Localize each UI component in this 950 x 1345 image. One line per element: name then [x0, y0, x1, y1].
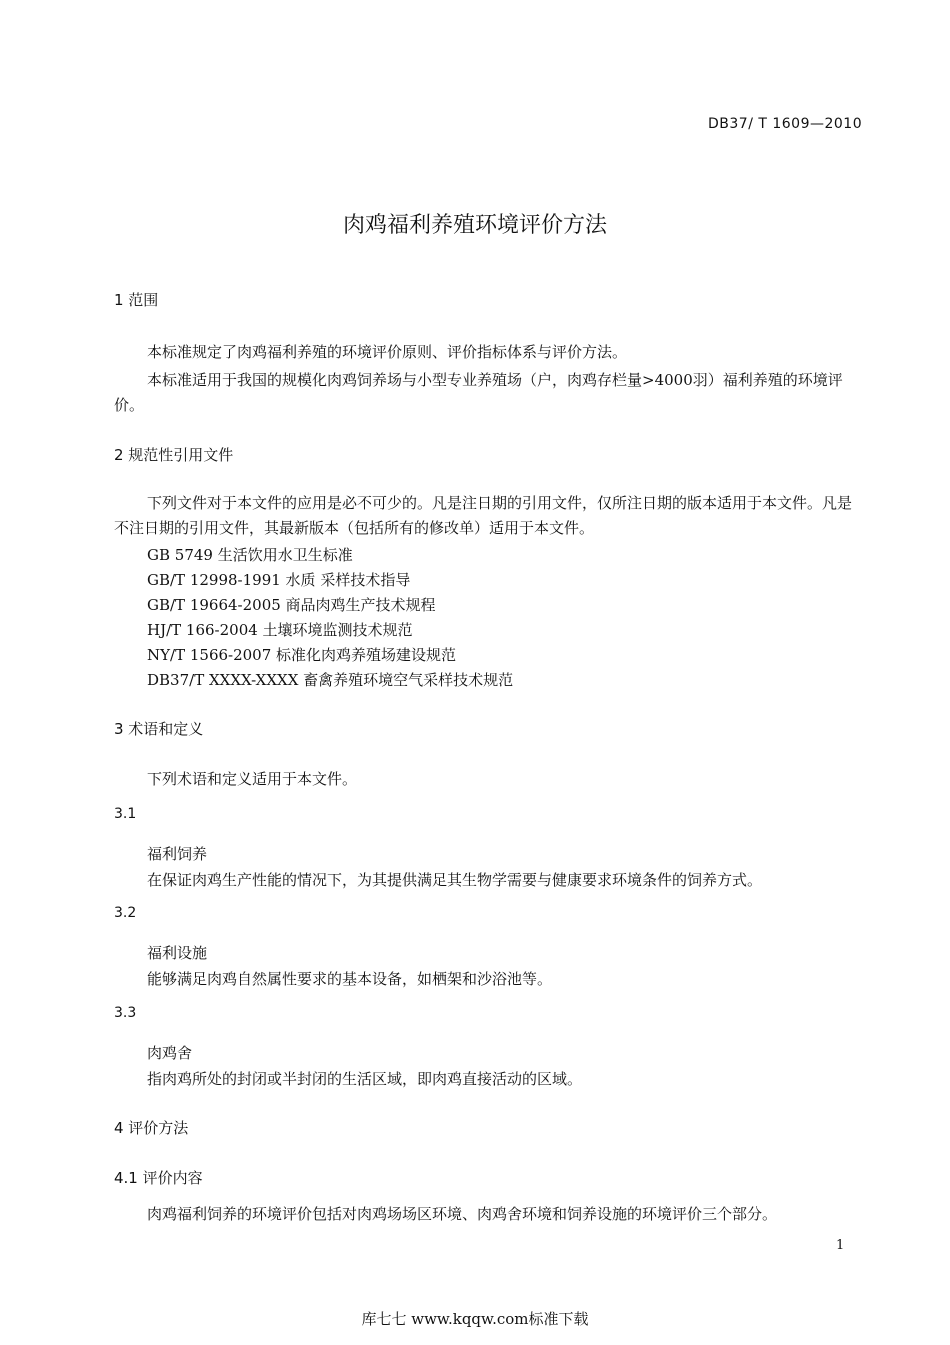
term-number: 3.1: [114, 806, 137, 822]
reference-item: GB 5749 生活饮用水卫生标准: [147, 546, 353, 564]
section-1-heading: 1 范围: [114, 291, 159, 309]
section-3-heading: 3 术语和定义: [114, 720, 204, 738]
term-number: 3.3: [114, 1005, 137, 1021]
section-4-heading: 4 评价方法: [114, 1119, 189, 1137]
term-definition: 指肉鸡所处的封闭或半封闭的生活区域，即肉鸡直接活动的区域。: [147, 1070, 583, 1088]
term-title: 福利设施: [147, 944, 208, 962]
reference-item: NY/T 1566-2007 标准化肉鸡养殖场建设规范: [147, 646, 457, 664]
term-definition: 在保证肉鸡生产性能的情况下，为其提供满足其生物学需要与健康要求环境条件的饲养方式。: [147, 871, 763, 889]
section-1-paragraph-1: 本标准规定了肉鸡福利养殖的环境评价原则、评价指标体系与评价方法。: [147, 343, 628, 361]
page-title: 肉鸡福利养殖环境评价方法: [342, 213, 607, 238]
term-title: 福利饲养: [147, 845, 208, 863]
reference-item: GB/T 12998-1991 水质 采样技术指导: [147, 571, 411, 589]
term-title: 肉鸡舍: [147, 1044, 193, 1062]
term-definition: 能够满足肉鸡自然属性要求的基本设备，如栖架和沙浴池等。: [147, 970, 553, 988]
section-2-heading: 2 规范性引用文件: [114, 446, 234, 464]
section-2-intro: 下列文件对于本文件的应用是必不可少的。凡是注日期的引用文件，仅所注日期的版本适用于本文件。凡是不注日期的引用文件，其最新版本（包括所有的修改单）适用于本文件。: [114, 494, 853, 537]
section-1-paragraph-2: 本标准适用于我国的规模化肉鸡饲养场与小型专业养殖场（户，肉鸡存栏量>4000羽）福利养殖的环境评价。: [114, 371, 843, 414]
footer-watermark: 库七七 www.kqqw.com标准下载: [361, 1310, 589, 1328]
term-number: 3.2: [114, 905, 137, 921]
document-number: DB37/ T 1609—2010: [708, 116, 863, 132]
reference-item: GB/T 19664-2005 商品肉鸡生产技术规程: [147, 596, 436, 614]
page-number: 1: [836, 1238, 845, 1253]
section-3-intro: 下列术语和定义适用于本文件。: [147, 770, 358, 788]
reference-item: DB37/T XXXX-XXXX 畜禽养殖环境空气采样技术规范: [147, 671, 514, 689]
reference-item: HJ/T 166-2004 土壤环境监测技术规范: [147, 621, 413, 639]
section-4-1-paragraph: 肉鸡福利饲养的环境评价包括对肉鸡场场区环境、肉鸡舍环境和饲养设施的环境评价三个部分。: [147, 1205, 778, 1223]
section-4-1-heading: 4.1 评价内容: [114, 1169, 203, 1187]
